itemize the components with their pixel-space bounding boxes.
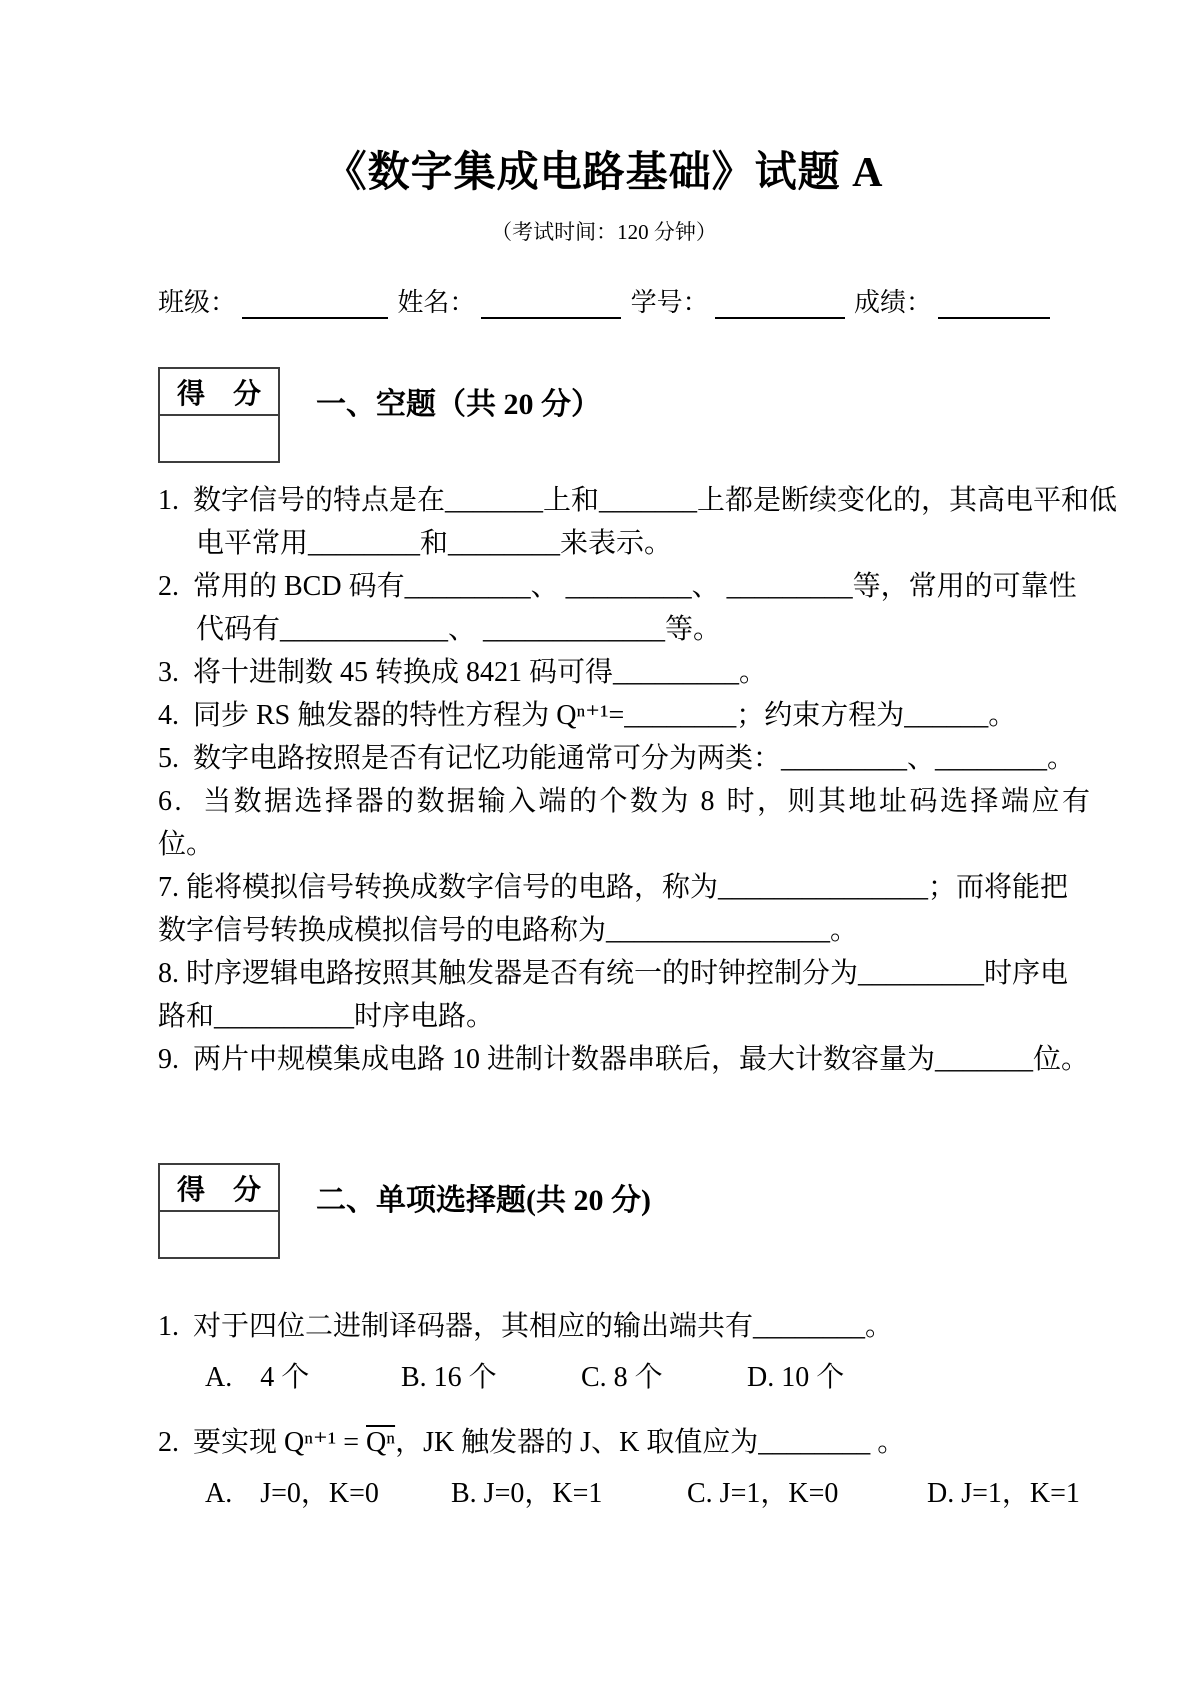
option-b: B. J=0，K=1	[451, 1478, 603, 1510]
option-c: C. 8 个	[581, 1362, 663, 1394]
name-label: 姓名：	[397, 288, 476, 318]
mc-question-1-options	[158, 1356, 1050, 1399]
fill-blank-line-q9: 9. 两片中规模集成电路 10 进制计数器串联后，最大计数容量为_______位。	[158, 1044, 1090, 1076]
info-field-score	[854, 282, 1050, 319]
info-field-class	[158, 282, 388, 319]
option-d: D. 10 个	[747, 1362, 845, 1394]
mc-question-2-text	[158, 1421, 1050, 1464]
fill-blank-line-q5: 5. 数字电路按照是否有记忆功能通常可分为两类：_________、________。	[158, 743, 1076, 775]
score-box-label-cell: 得 分	[160, 1165, 278, 1212]
fill-blank-line-q7a: 7. 能将模拟信号转换成数字信号的电路，称为_______________；而将能把	[158, 872, 1069, 904]
section1-questions	[158, 479, 1118, 1081]
mc-question-2	[158, 1421, 1080, 1515]
formula-suffix: ，JK 触发器的 J、K 取值应为________ 。	[395, 1427, 906, 1459]
class-blank	[242, 287, 388, 319]
overlined-q-term: $\overline{Q^n}$	[366, 1427, 396, 1459]
fill-blank-line-q2a: 2. 常用的 BCD 码有_________、 _________、 _________等，常用的可靠性	[158, 571, 1077, 603]
fill-blank-line-q4: 4. 同步 RS 触发器的特性方程为 Qⁿ⁺¹=________；约束方程为______。	[158, 700, 1017, 732]
name-blank	[481, 287, 621, 319]
section2-title: 二、单项选择题(共 20 分)	[316, 1184, 651, 1218]
score-label: 成绩：	[853, 288, 932, 318]
fill-blank-line-q6b: 位。	[158, 829, 215, 861]
option-b: B. 16 个	[401, 1362, 497, 1394]
option-c: C. J=1，K=0	[687, 1478, 839, 1510]
score-box-value-cell	[160, 416, 278, 461]
fill-blank-line-q1a: 1. 数字信号的特点是在_______上和_______上都是断续变化的，其高电平和低	[158, 485, 1118, 517]
fill-blank-line-q6a: 6. 当数据选择器的数据输入端的个数为 8 时，则其地址码选择端应有	[158, 786, 1093, 818]
score-box-section2	[158, 1163, 280, 1259]
fill-blank-line-q3: 3. 将十进制数 45 转换成 8421 码可得_________。	[158, 657, 768, 689]
fill-blank-line-q8a: 8. 时序逻辑电路按照其触发器是否有统一的时钟控制分为_________时序电	[158, 958, 1069, 990]
section2-header	[158, 1163, 1050, 1259]
class-label: 班级：	[158, 288, 237, 318]
student-id-label: 学号：	[630, 288, 709, 318]
info-field-student-id	[631, 282, 845, 319]
student-id-blank	[715, 287, 845, 319]
exam-title: 《数字集成电路基础》试题 A	[324, 150, 884, 196]
fill-blank-line-q1b: 电平常用________和________来表示。	[196, 528, 673, 560]
score-box-section1	[158, 367, 280, 463]
student-info-row	[158, 282, 1050, 319]
score-blank	[938, 287, 1050, 319]
section1-header	[158, 367, 1050, 463]
option-a: A. J=0，K=0	[205, 1478, 379, 1510]
option-d: D. J=1，K=1	[927, 1478, 1080, 1510]
mc-question-1-text: 1. 对于四位二进制译码器，其相应的输出端共有________。	[158, 1311, 894, 1343]
mc-question-1	[158, 1305, 1050, 1399]
fill-blank-line-q8b: 路和__________时序电路。	[158, 1001, 495, 1033]
score-box-label-cell: 得 分	[160, 369, 278, 416]
formula-prefix: 2. 要实现 Qⁿ⁺¹ =	[158, 1427, 367, 1459]
fill-blank-line-q2b: 代码有____________、 _____________等。	[196, 614, 722, 646]
option-a: A. 4 个	[205, 1362, 310, 1394]
info-field-name	[397, 282, 621, 319]
mc-question-2-options	[158, 1472, 1080, 1515]
score-box-value-cell	[160, 1212, 278, 1257]
section1-title: 一、空题（共 20 分）	[316, 388, 601, 422]
exam-duration-note: （考试时间：120 分钟）	[491, 220, 717, 245]
fill-blank-line-q7b: 数字信号转换成模拟信号的电路称为________________。	[158, 915, 859, 947]
